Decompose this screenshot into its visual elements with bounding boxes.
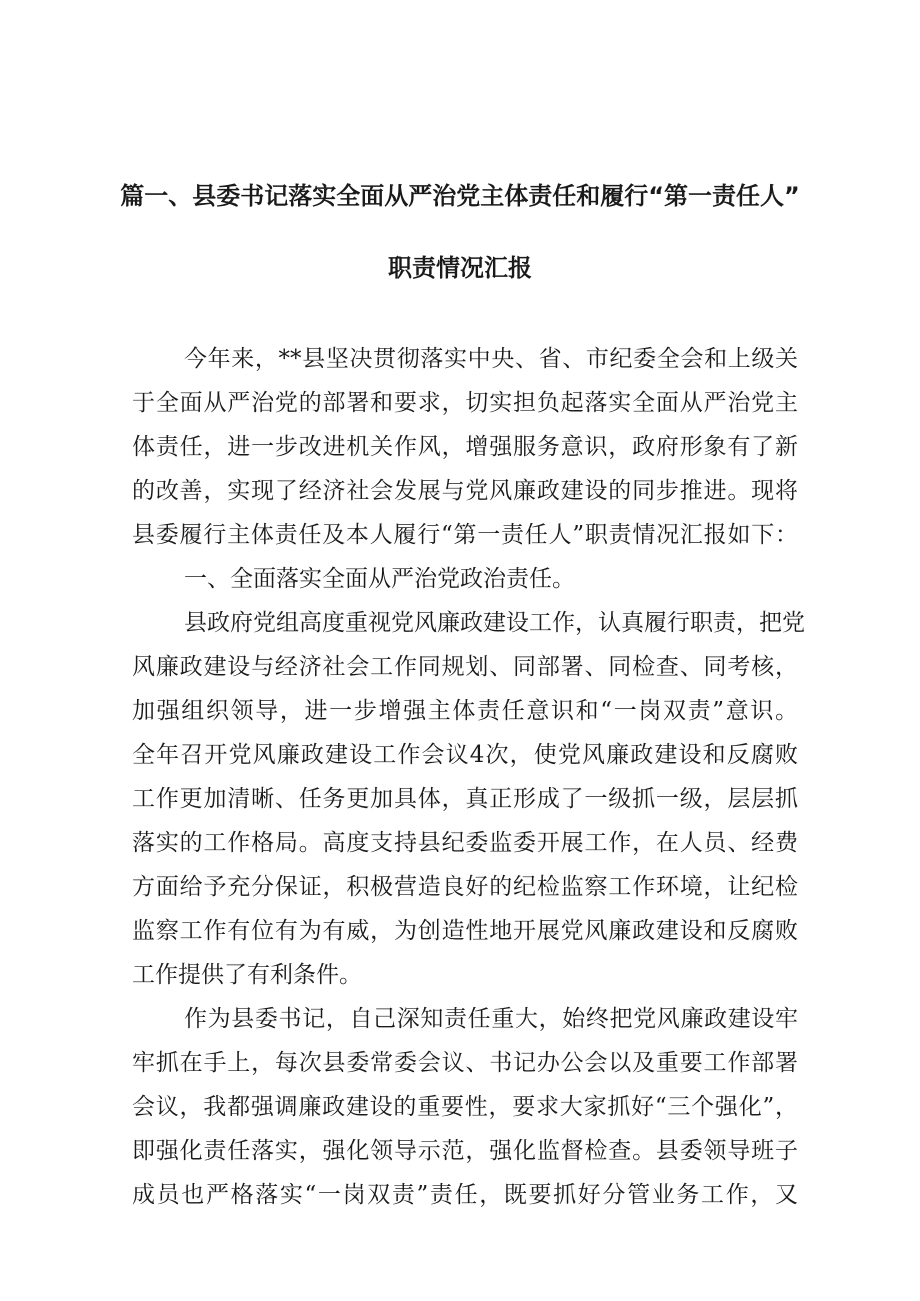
paragraph-line: 即强化责任落实，强化领导示范，强化监督检查。县委领导班子 xyxy=(132,1138,798,1164)
document-title-line-1: 篇一、县委书记落实全面从严治党主体责任和履行“第一责任人” xyxy=(120,182,800,210)
section-heading: 一、全面落实全面从严治党政治责任。 xyxy=(184,566,575,592)
paragraph-line: 今年来，**县坚决贯彻落实中央、省、市纪委全会和上级关 xyxy=(184,346,798,372)
paragraph-line: 于全面从严治党的部署和要求，切实担负起落实全面从严治党主 xyxy=(132,390,798,416)
paragraph-line: 牢抓在手上，每次县委常委会议、书记办公会以及重要工作部署 xyxy=(132,1050,798,1076)
paragraph-line: 全年召开党风廉政建设工作会议4次，使党风廉政建设和反腐败 xyxy=(132,742,798,768)
document-title-line-2: 职责情况汇报 xyxy=(388,254,532,282)
paragraph-line: 风廉政建设与经济社会工作同规划、同部署、同检查、同考核， xyxy=(132,654,798,680)
paragraph-line: 加强组织领导，进一步增强主体责任意识和“一岗双责”意识。 xyxy=(132,698,798,724)
paragraph-line: 县委履行主体责任及本人履行“第一责任人”职责情况汇报如下： xyxy=(132,522,798,548)
paragraph-line: 作为县委书记，自己深知责任重大，始终把党风廉政建设牢 xyxy=(184,1006,798,1032)
paragraph-line: 成员也严格落实“一岗双责”责任，既要抓好分管业务工作，又 xyxy=(132,1182,798,1208)
paragraph-line: 落实的工作格局。高度支持县纪委监委开展工作，在人员、经费 xyxy=(132,830,798,856)
paragraph-line: 县政府党组高度重视党风廉政建设工作，认真履行职责，把党 xyxy=(184,610,805,636)
paragraph-line: 工作更加清晰、任务更加具体，真正形成了一级抓一级，层层抓 xyxy=(132,786,798,812)
paragraph-line: 监察工作有位有为有威，为创造性地开展党风廉政建设和反腐败 xyxy=(132,918,798,944)
paragraph-line: 体责任，进一步改进机关作风，增强服务意识，政府形象有了新 xyxy=(132,434,798,460)
paragraph-line: 的改善，实现了经济社会发展与党风廉政建设的同步推进。现将 xyxy=(132,478,798,504)
paragraph-line: 会议，我都强调廉政建设的重要性，要求大家抓好“三个强化”， xyxy=(132,1094,798,1120)
paragraph-line: 工作提供了有利条件。 xyxy=(132,962,362,988)
paragraph-line: 方面给予充分保证，积极营造良好的纪检监察工作环境，让纪检 xyxy=(132,874,798,900)
